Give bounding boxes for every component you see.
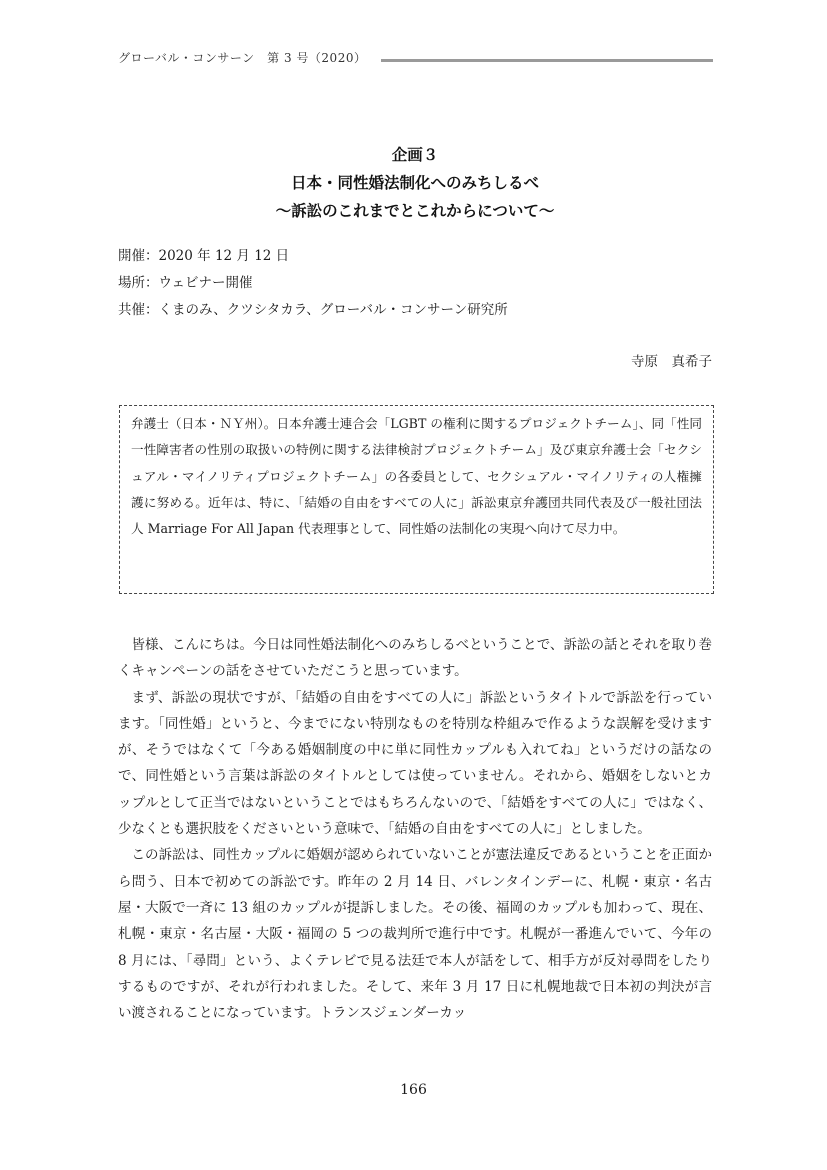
author-name: 寺原 真希子	[631, 354, 712, 370]
title-line-1: 企画３	[391, 146, 439, 164]
article-body	[118, 632, 712, 1026]
author-bio-text: 弁護士（日本・ＮＹ州）。日本弁護士連合会「LGBT の権利に関するプロジェクトチーム」、同「性同一性障害者の性別の取扱いの特例に関する法律検討プロジェクトチーム」及び東京弁護士会「セクシュアル・マイノリティプロジェクトチーム」の各委員として、セクシュアル・マイノリティの人権擁護に努める。近年は、特に、「結婚の自由をすべての人に」訴訟東京弁護団共同代表及び一般社団法人 Marriage For All Japan 代表理事として、同性婚の法制化の実現へ向けて尽力中。	[131, 416, 702, 537]
event-meta	[118, 243, 712, 324]
body-paragraph-2: まず、訴訟の現状ですが、「結婚の自由をすべての人に」訴訟というタイトルで訴訟を行っています。「同性婚」というと、今までにない特別なものを特別な枠組みで作るような誤解を受けますが、そうではなくて「今ある婚姻制度の中に単に同性カップルも入れてね」というだけの話なので、同性婚という言葉は訴訟のタイトルとしては使っていません。それから、婚姻をしないとカップルとして正当ではないということではもちろんないので、「結婚をすべての人に」ではなく、少なくとも選択肢をくださいという意味で、「結婚の自由をすべての人に」としました。	[118, 689, 712, 838]
running-header: グローバル・コンサーン 第 3 号（2020）	[118, 51, 367, 65]
title-line-3: 〜訴訟のこれまでとこれからについて〜	[275, 202, 555, 220]
title-line-2: 日本・同性婚法制化へのみちしるべ	[290, 174, 539, 192]
event-date: 開催：2020 年 12 月 12 日	[118, 248, 290, 264]
event-venue: 場所：ウェビナー開催	[118, 275, 253, 291]
page-number: 166	[400, 1082, 427, 1098]
body-paragraph-3: この訴訟は、同性カップルに婚姻が認められていないことが憲法違反であるということを正面から問う、日本で初めての訴訟です。昨年の 2 月 14 日、バレンタインデーに、札幌・東京・名古屋・大阪で一斉に 13 組のカップルが提訴しました。その後、福岡のカップルも加わって、現在、札幌・東京・名古屋・大阪・福岡の 5 つの裁判所で進行中です。札幌が一番進んでいて、今年の 8 月には、「尋問」という、よくテレビで見る法廷で本人が話をして、相手方が反対尋問をしたりするものですが、それが行われました。そして、来年 3 月 17 日に札幌地裁で日本初の判決が言い渡されることになっています。トランスジェンダーカッ	[118, 847, 712, 1022]
event-cohost: 共催：くまのみ、クツシタカラ、グローバル・コンサーン研究所	[118, 302, 508, 318]
article-title	[118, 141, 712, 225]
body-paragraph-1: 皆様、こんにちは。今日は同性婚法制化へのみちしるべということで、訴訟の話とそれを取り巻くキャンペーンの話をさせていただこうと思っています。	[118, 637, 712, 680]
header-rule	[381, 59, 713, 62]
author-bio-box	[119, 405, 714, 594]
